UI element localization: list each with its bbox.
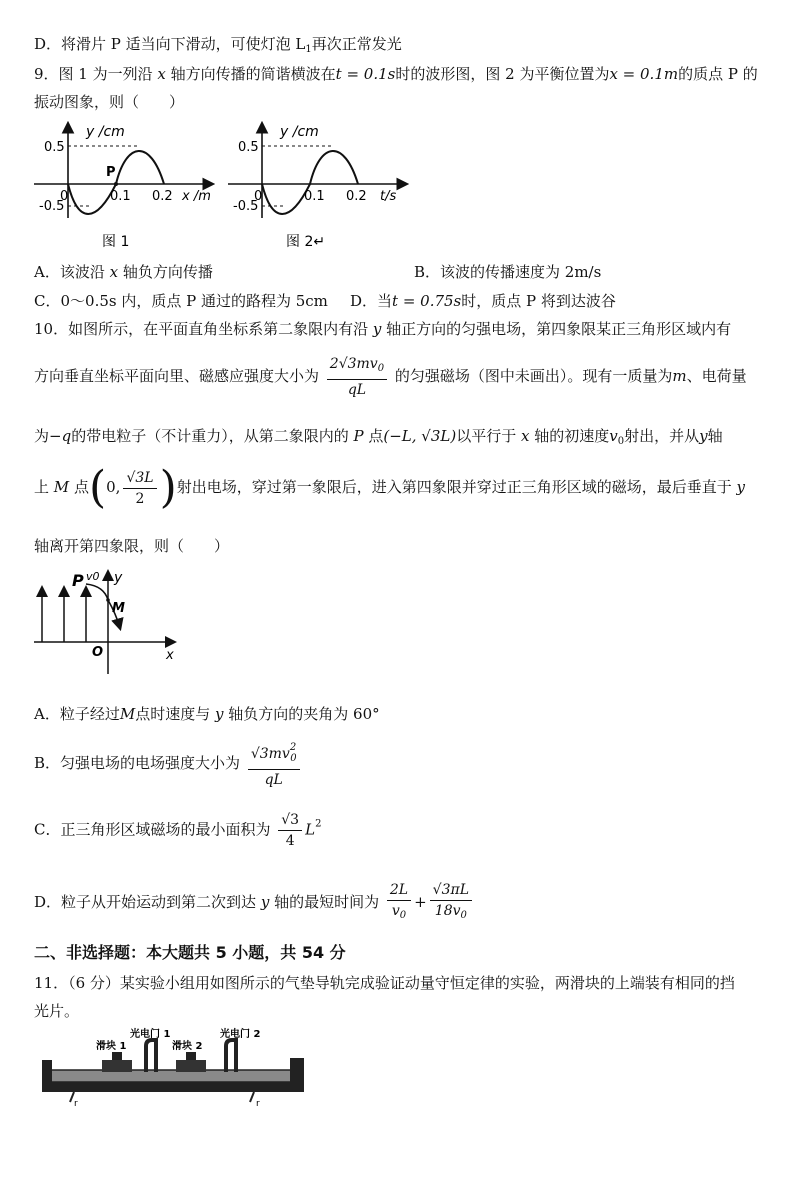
q9-figure-2 [228,118,418,253]
prev-option-d: D．将滑片 P 适当向下滑动，可使灯泡 $L_1$再次正常发光 [34,35,402,55]
fig1-tick-02: 0.2 [152,189,173,204]
fig2-tick-02: 0.2 [346,189,367,204]
q9-figure-1 [34,118,224,253]
fig1-amp-neg: -0.5 [39,199,65,214]
q10-stem-line3: 为−q的带电粒子（不计重力），从第二象限内的 P 点(−L, √3L)以平行于 x 轴的初速度$v_0$射出，并从y轴 [34,427,723,447]
fig1-label-p: P [106,165,116,180]
label-right-foot: r [256,1099,260,1108]
q9-option-b: B．该波的传播速度为 2m/s [414,263,602,281]
track-right-stop [290,1058,304,1084]
q11-air-track-figure [34,1026,314,1108]
fig2-xlabel: t/s [380,189,397,204]
q11-stem-line2: 光片。 [34,1002,80,1020]
q10-label-p: P [72,571,84,590]
photogate-1 [146,1040,156,1072]
q10-stem-line1: 10．如图所示，在平面直角坐标系第二象限内有沿 y 轴正方向的匀强电场，第四象限某正三角形区域内有 [34,320,732,338]
q10-label-o: O [92,645,104,660]
fig2-tick-0: 0 [254,189,263,204]
q10-point-m [106,598,110,602]
slider-2-flag [186,1052,196,1060]
q10-label-v0: v0 [86,570,100,583]
q10-figure [34,566,184,678]
q10-d-time-fraction-1: $\frac{2L}{v_0}$ [387,880,411,926]
q10-d-time-fraction-2: $\frac{√3\pi L}{18v_0}$ [430,880,472,926]
q10-label-x: x [166,648,174,663]
q10-option-b: B．匀强电场的电场强度大小为 $\frac{√3mv^2_0}{qL}$ [34,738,303,790]
fig2-caption: 图 2↵ [286,234,326,250]
fig2-tick-01: 0.1 [304,189,325,204]
q10-label-m: M [112,601,125,616]
q10-stem-line4: 上 M 点(0, $\frac{√3L}{2}$ )射出电场，穿过第一象限后，进入第四象限并穿过正三角形区域的磁场，最后垂直于 y [34,462,746,513]
q10-stem-line2: 方向垂直坐标平面向里、磁感应强度大小为 $\frac{2√3mv_0}{qL}$ 的匀强磁场（图中未画出）。现有一质量为m、电荷量 [34,356,747,398]
q10-stem-line5: 轴离开第四象限，则（ ） [34,537,230,555]
q11-stem-line1: 11．（6 分）某实验小组用如图所示的气垫导轨完成验证动量守恒定律的实验，两滑块的上端装有相同的挡 [34,974,735,992]
fig2-ylabel: y /cm [280,124,319,140]
label-left-foot: r [74,1099,78,1108]
photogate-2 [226,1040,236,1072]
fig2-amp-neg: -0.5 [233,199,259,214]
label-slider-1: 滑块 1 [96,1041,127,1052]
slider-1-flag [112,1052,122,1060]
q9-stem-line2: 振动图象，则（ ） [34,93,185,111]
q10-option-d: D．粒子从开始运动到第二次到达 y 轴的最短时间为 $\frac{2L}{v_0}$ + $\frac{√3\pi L}{18v_0}$ [34,880,475,926]
q10-label-y: y [114,570,123,586]
q10-option-a: A．粒子经过M点时速度与 y 轴负方向的夹角为 60° [34,705,380,723]
fig1-amp-pos: 0.5 [44,140,65,155]
q9-option-d: D．当t = 0.75s时，质点 P 将到达波谷 [350,292,616,310]
q10-b-efield-fraction: $\frac{√3mv^2_0}{qL}$ [248,738,300,790]
q10-c-area-fraction: $\frac{√3}{4}$ [278,810,302,851]
label-photogate-1: 光电门 1 [130,1029,171,1040]
slider-2-body [176,1060,206,1072]
label-slider-2: 滑块 2 [172,1041,203,1052]
fig1-point-p [114,182,118,186]
fig1-ylabel: y /cm [86,124,125,140]
label-photogate-2: 光电门 2 [220,1029,261,1040]
q9-stem-line1: 9．图 1 为一列沿 x 轴方向传播的简谐横波在t = 0.1s时的波形图，图 2 为平衡位置为x = 0.1m的质点 P 的 [34,65,758,83]
track-right-foot [250,1092,254,1102]
fig1-caption: 图 1 [102,234,130,250]
q10-option-c: C．正三角形区域磁场的最小面积为 $\frac{√3}{4}$ $L^2$ [34,812,322,849]
fig2-vibration-curve [262,151,358,214]
q9-option-a: A．该波沿 x 轴负方向传播 [34,263,213,281]
air-track-rail [46,1070,302,1082]
q10-m-coord-fraction: $\frac{√3L}{2}$ [123,468,156,509]
slider-1-body [102,1060,132,1072]
air-track-base [42,1082,304,1092]
fig1-tick-0: 0 [60,189,69,204]
q9-option-c: C．0～0.5s 内，质点 P 通过的路程为 5cm [34,292,328,310]
fig1-xlabel: x /m [182,189,211,204]
fig2-amp-pos: 0.5 [238,140,259,155]
q10-b-field-fraction: $\frac{2√3mv_0}{qL}$ [327,354,387,400]
fig1-tick-01: 0.1 [110,189,131,204]
section-2-heading: 二、非选择题：本大题共 5 小题，共 54 分 [34,943,346,962]
track-left-stop [42,1060,52,1084]
